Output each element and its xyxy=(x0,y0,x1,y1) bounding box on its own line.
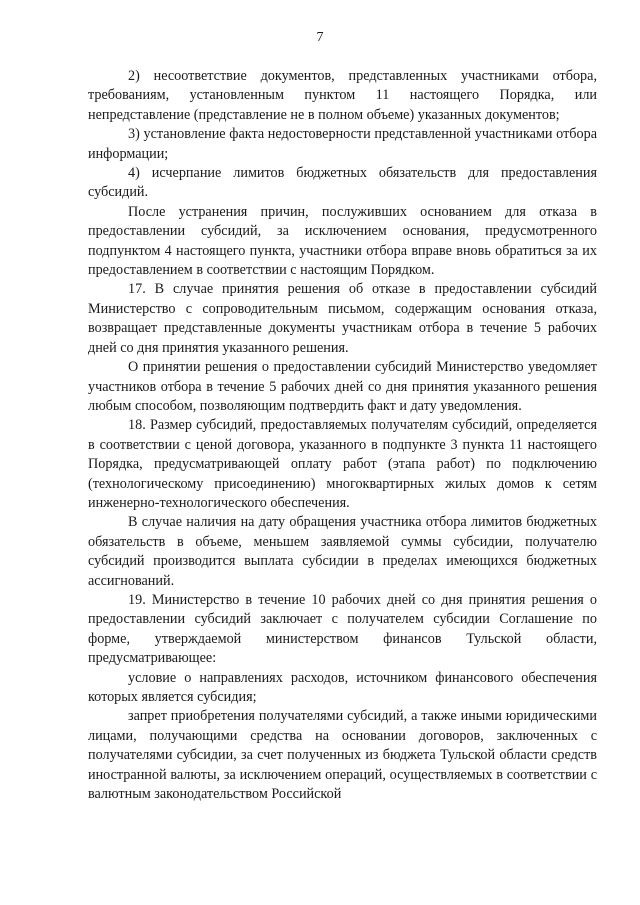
paragraph-item-2-mismatch: 2) несоответствие документов, представленных участниками отбора, требованиям, установленным пунктом 11 настоящего Порядка, или непредставление (представление не в полном объеме) указанных документов; xyxy=(88,68,597,123)
paragraph-item-4-limits-exhausted: 4) исчерпание лимитов бюджетных обязательств для предоставления субсидий. xyxy=(88,165,597,201)
page-number: 7 xyxy=(316,30,324,45)
paragraph-section-18: 18. Размер субсидий, предоставляемых получателям субсидий, определяется в соответствии с ценой договора, указанного в подпункте 3 пункта 11 настоящего Порядка, предусматривающей оплату работ (этапа работ) по подключению (технологическому присоединению) многоквартирных жилых домов к сетям инженерно-технологического обеспечения. xyxy=(88,417,597,511)
paragraph-limits-lower: В случае наличия на дату обращения участника отбора лимитов бюджетных обязательств в объеме, меньшем заявляемой суммы субсидии, получателю субсидий производится выплата субсидии в пределах имеющихся бюджетных ассигнований. xyxy=(88,514,597,589)
paragraph-reapply: После устранения причин, послуживших основанием для отказа в предоставлении субсидий, за исключением основания, предусмотренного подпунктом 4 настоящего пункта, участники отбора вправе вновь обратиться за их предоставлением в соответствии с настоящим Порядком. xyxy=(88,203,597,279)
paragraph-section-19: 19. Министерство в течение 10 рабочих дней со дня принятия решения о предоставлении субсидий заключает с получателем субсидии Соглашение по форме, утверждаемой министерством финансов Тульской области, предусматривающее: xyxy=(88,591,597,667)
paragraph-section-17: 17. В случае принятия решения об отказе в предоставлении субсидий Министерство с сопроводительным письмом, содержащим основания отказа, возвращает представленные документы участникам отбора в течение 5 рабочих дней со дня принятия указанного решения. xyxy=(88,281,597,356)
paragraph-condition-expenses: условие о направлениях расходов, источником финансового обеспечения которых является субсидия; xyxy=(88,669,597,705)
document-body xyxy=(88,67,597,804)
paragraph-currency-prohibition: запрет приобретения получателями субсидий, а также иными юридическими лицами, получающими средства на основании договоров, заключенных с получателями субсидии, за счет полученных из бюджета Тульской области средств иностранной валюты, за исключением операций, осуществляемых в соответствии с валютным законодательством Российской xyxy=(88,708,597,803)
paragraph-item-3-unreliable-info: 3) установление факта недостоверности представленной участниками отбора информации; xyxy=(88,126,597,162)
paragraph-notification: О принятии решения о предоставлении субсидий Министерство уведомляет участников отбора в течение 5 рабочих дней со дня принятия указанного решения любым способом, позволяющим подтвердить факт и дату уведомления. xyxy=(88,359,597,414)
